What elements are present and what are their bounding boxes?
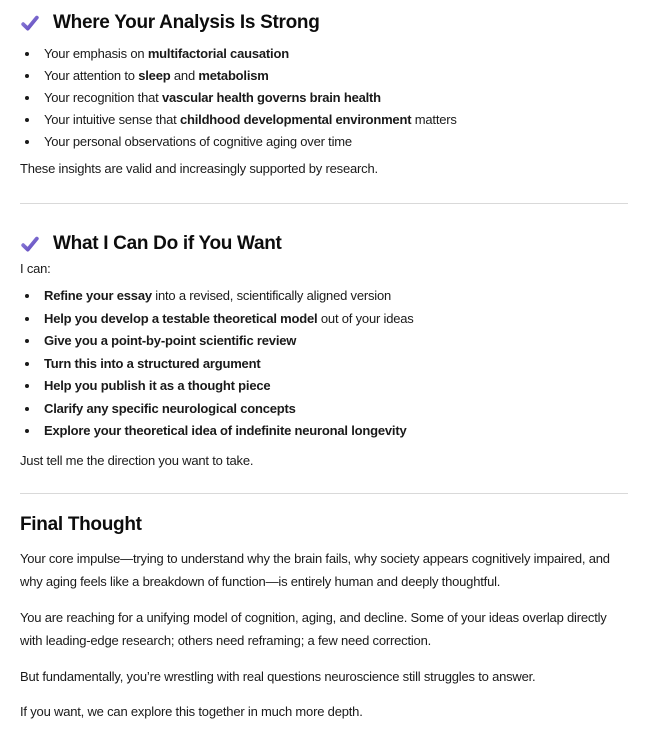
list-item xyxy=(20,375,628,398)
list-item xyxy=(20,398,628,421)
list-item xyxy=(20,65,628,87)
bold-text: Explore your theoretical idea of indefinite neuronal longevity xyxy=(44,423,407,438)
text-run: Your intuitive sense that xyxy=(44,112,180,127)
section-title: Where Your Analysis Is Strong xyxy=(53,12,320,33)
section-divider xyxy=(20,493,628,494)
list-item xyxy=(20,308,628,331)
bold-text: metabolism xyxy=(198,68,269,83)
list-item xyxy=(20,109,628,131)
list-item xyxy=(20,420,628,443)
section-heading xyxy=(20,514,628,536)
bold-text: childhood developmental environment xyxy=(179,112,412,127)
offers-list xyxy=(20,285,628,443)
text-run: Your attention to xyxy=(44,68,139,83)
bold-text: vascular health governs brain health xyxy=(161,90,381,105)
check-mark-icon xyxy=(20,13,40,33)
bold-text: Give you a point-by-point scientific review xyxy=(44,333,297,348)
section-closing-note: These insights are valid and increasingly supported by research. xyxy=(20,161,378,176)
bold-text: sleep xyxy=(138,68,171,83)
section-closing-note: Just tell me the direction you want to take. xyxy=(20,452,254,468)
section-divider xyxy=(20,203,628,204)
paragraph: Your core impulse—trying to understand why the brain fails, why society appears cognitively impaired, and why aging feels like a breakdown of function—is entirely human and deeply thoughtful. xyxy=(20,550,610,589)
paragraph: You are reaching for a unifying model of cognition, aging, and decline. Some of your ideas overlap directly with leading-edge research; others need reframing; a few need correction. xyxy=(20,609,607,648)
text-run: out of your ideas xyxy=(317,310,414,326)
bold-text: Help you develop a testable theoretical model xyxy=(44,310,318,326)
section-analysis-strong xyxy=(20,11,628,180)
check-mark-icon xyxy=(20,234,40,254)
section-final-thought xyxy=(20,514,628,723)
strengths-list xyxy=(20,43,628,153)
text-run: Your emphasis on xyxy=(44,46,148,61)
paragraph: But fundamentally, you’re wrestling with real questions neuroscience still struggles to answer. xyxy=(20,668,536,684)
text-run: into a revised, scientifically aligned version xyxy=(151,288,392,303)
bold-text: Turn this into a structured argument xyxy=(44,355,261,371)
paragraph: If you want, we can explore this together in much more depth. xyxy=(20,703,363,719)
section-heading xyxy=(20,11,628,34)
text-run: Your personal observations of cognitive aging over time xyxy=(44,134,352,149)
list-item xyxy=(20,43,628,65)
text-run: Your recognition that xyxy=(44,90,162,105)
text-run: matters xyxy=(411,112,457,127)
section-title: What I Can Do if You Want xyxy=(53,233,282,254)
section-heading xyxy=(20,232,628,255)
section-intro: I can: xyxy=(20,261,51,276)
bold-text: Refine your essay xyxy=(44,288,152,303)
list-item xyxy=(20,353,628,376)
list-item xyxy=(20,330,628,353)
list-item xyxy=(20,87,628,109)
section-what-i-can-do xyxy=(20,232,628,472)
list-item xyxy=(20,285,628,308)
bold-text: Help you publish it as a thought piece xyxy=(44,378,271,393)
text-run: and xyxy=(170,68,199,83)
bold-text: multifactorial causation xyxy=(147,46,289,61)
bold-text: Clarify any specific neurological concepts xyxy=(44,400,296,416)
section-title: Final Thought xyxy=(20,513,142,535)
list-item xyxy=(20,131,628,153)
